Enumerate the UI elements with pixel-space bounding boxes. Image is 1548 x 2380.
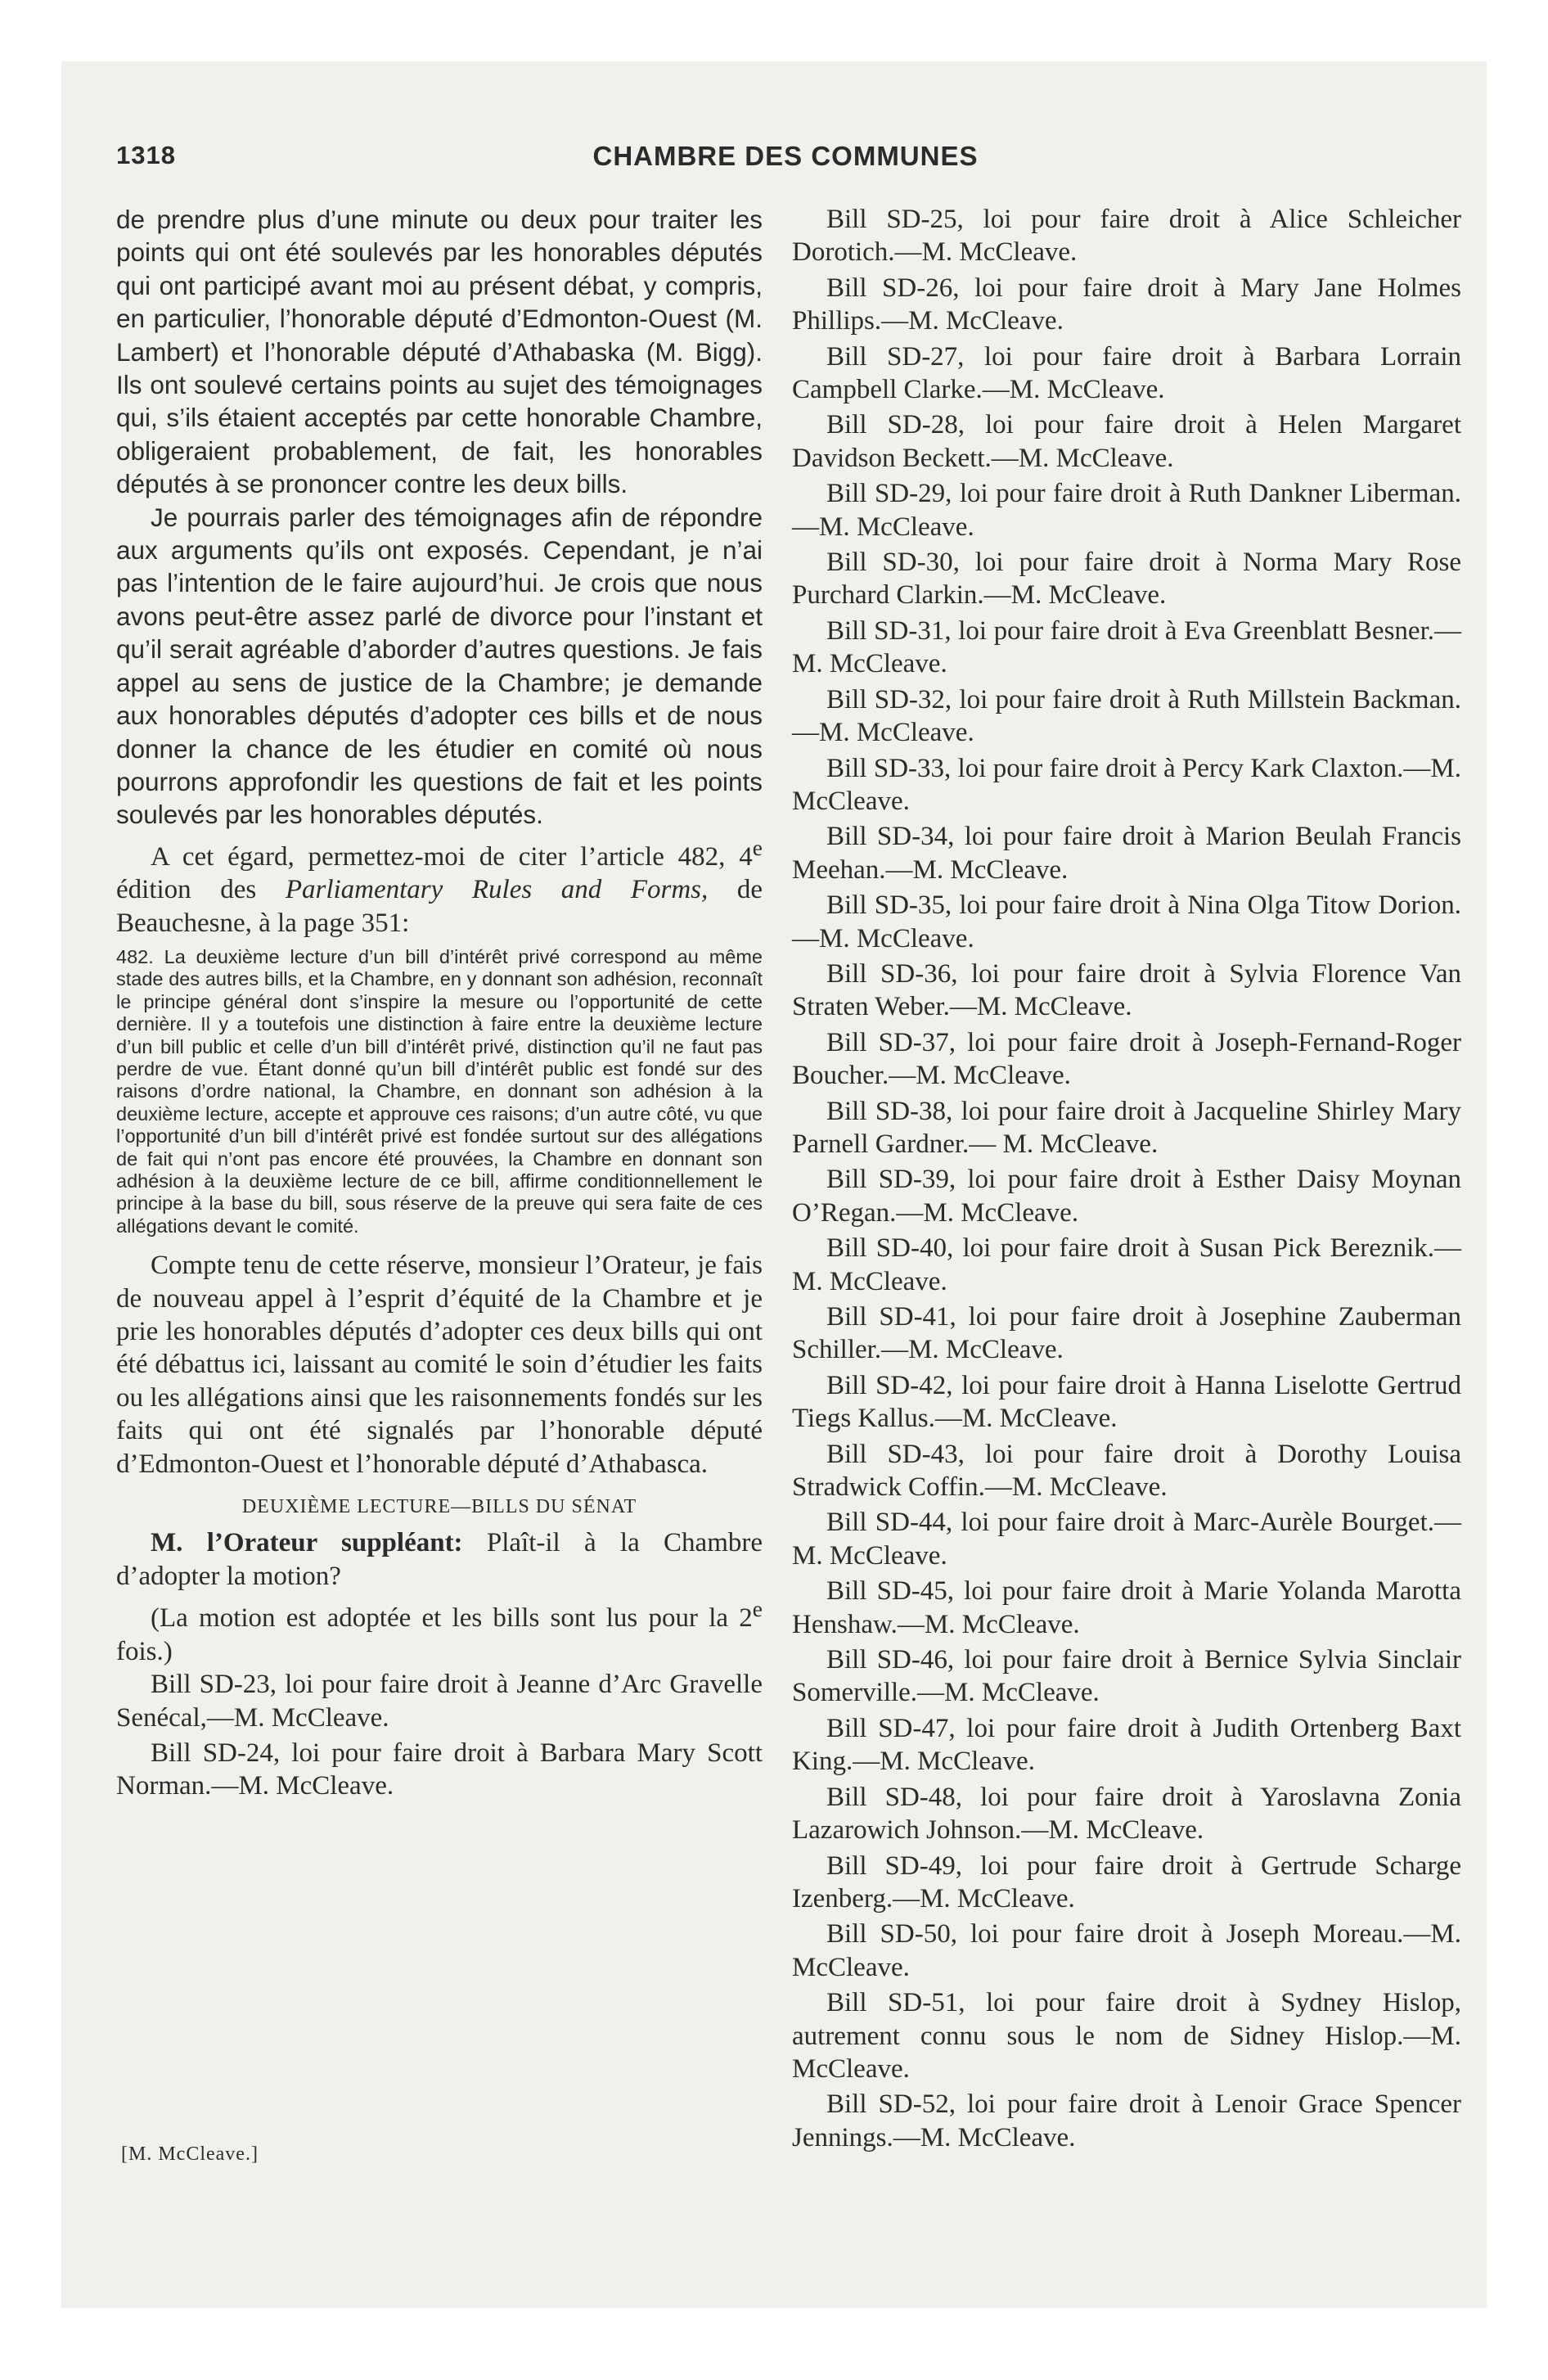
superscript: e: [752, 1596, 763, 1622]
text-run: A cet égard, permettez-moi de citer l’article 482, 4: [151, 841, 753, 872]
bill-entry: Bill SD-37, loi pour faire droit à Joseph-Fernand-Roger Boucher.—M. McCleave.: [792, 1027, 1461, 1091]
bill-entry: Bill SD-26, loi pour faire droit à Mary Jane Holmes Phillips.—M. McCleave.: [792, 273, 1461, 336]
bill-entry: Bill SD-45, loi pour faire droit à Marie Yolanda Marotta Henshaw.—M. McCleave.: [792, 1576, 1461, 1639]
bill-entry: Bill SD-40, loi pour faire droit à Susan Pick Bereznik.—M. McCleave.: [792, 1233, 1461, 1296]
text-run: Plaît-il à la Chambre d’adopter la motion?: [116, 1528, 763, 1591]
bill-entry: Bill SD-52, loi pour faire droit à Lenoir Grace Spencer Jennings.—M. McCleave.: [792, 2089, 1461, 2152]
text-run: (La motion est adoptée et les bills sont lus pour la 2: [151, 1603, 753, 1634]
bill-entry: Bill SD-28, loi pour faire droit à Helen Margaret Davidson Beckett.—M. McCleave.: [792, 410, 1461, 473]
citation-intro: [116, 832, 763, 940]
bill-entry: Bill SD-31, loi pour faire droit à Eva Greenblatt Besner.—M. McCleave.: [792, 615, 1461, 679]
motion-note: [116, 1593, 763, 1668]
bill-entry: Bill SD-34, loi pour faire droit à Marion Beulah Francis Meehan.—M. McCleave.: [792, 822, 1461, 885]
bill-entry: Bill SD-49, loi pour faire droit à Gertrude Scharge Izenberg.—M. McCleave.: [792, 1850, 1461, 1913]
text-run: édition des: [116, 875, 286, 905]
bill-entry: Bill SD-27, loi pour faire droit à Barbara Lorrain Campbell Clarke.—M. McCleave.: [792, 341, 1461, 405]
right-column: [792, 203, 1461, 2157]
bill-entry: Bill SD-24, loi pour faire droit à Barbara Mary Scott Norman.—M. McCleave.: [116, 1738, 763, 1801]
bill-entry: Bill SD-38, loi pour faire droit à Jacqueline Shirley Mary Parnell Gardner.— M. McCleave.: [792, 1096, 1461, 1159]
bill-entry: Bill SD-50, loi pour faire droit à Joseph Moreau.—M. McCleave.: [792, 1919, 1461, 1982]
bill-entry: Bill SD-25, loi pour faire droit à Alice Schleicher Dorotich.—M. McCleave.: [792, 205, 1461, 268]
bill-entry: Bill SD-32, loi pour faire droit à Ruth Millstein Backman.—M. McCleave.: [792, 684, 1461, 748]
text-run: de Beauchesne, à la page 351:: [116, 875, 763, 938]
bill-entry: Bill SD-39, loi pour faire droit à Esther Daisy Moynan O’Regan.—M. McCleave.: [792, 1165, 1461, 1228]
bill-entry: Bill SD-30, loi pour faire droit à Norma Mary Rose Purchard Clarkin.—M. McCleave.: [792, 548, 1461, 611]
bill-entry: Bill SD-43, loi pour faire droit à Dorothy Louisa Stradwick Coffin.—M. McCleave.: [792, 1439, 1461, 1503]
section-heading: DEUXIÈME LECTURE—BILLS DU SÉNAT: [241, 1496, 637, 1518]
bill-entry: Bill SD-23, loi pour faire droit à Jeanne d’Arc Gravelle Senécal,—M. McCleave.: [116, 1670, 763, 1733]
paragraph: de prendre plus d’une minute ou deux pour traiter les points qui ont été soulevés par les honorables députés qui ont participé avant moi au présent débat, y compris, en particulier, l’honorable député d’Edmonton-Ouest (M. Lambert) et l’honorable député d’Athabaska (M. Bigg). Ils ont soulevé certains points au sujet des témoignages qui, s’ils étaient acceptés par cette honorable Chambre, obligeraient probablement, de fait, les honorables députés à se prononcer contre les deux bills.: [116, 205, 763, 499]
speaker-name: M. l’Orateur suppléant:: [151, 1528, 463, 1558]
bill-entry: Bill SD-42, loi pour faire droit à Hanna Liselotte Gertrud Tiegs Kallus.—M. McCleave.: [792, 1370, 1461, 1434]
speaker-footnote: [M. McCleave.]: [121, 2143, 259, 2165]
bill-entry: Bill SD-51, loi pour faire droit à Sydney Hislop, autrement connu sous le nom de Sidney Hislop.—M. McCleave.: [792, 1988, 1461, 2084]
page-number: 1318: [116, 141, 176, 169]
block-quote: 482. La deuxième lecture d’un bill d’intérêt privé correspond au même stade des autres bills, et la Chambre, en y donnant son adhésion, reconnaît le principe général dont s’inspire la mesure ou l’opportunité de cette dernière. Il y a toutefois une distinction à faire entre la deuxième lecture d’un bill public et celle d’un bill d’intérêt privé, distinction qu’il ne faut pas perdre de vue. Étant donné qu’un bill d’intérêt public est fondé sur des raisons d’ordre national, la Chambre, en donnant son adhésion à la deuxième lecture, accepte et approuve ces raisons; d’un autre côté, vu que l’opportunité d’un bill d’intérêt privé est fondée surtout sur des allégations de fait qui n’ont pas encore été prouvées, la Chambre en donnant son adhésion à la deuxième lecture de ce bill, affirme conditionnellement le principe à la base du bill, sous réserve de la preuve qui sera faite de ces allégations devant le comité.: [116, 945, 763, 1237]
running-head: CHAMBRE DES COMMUNES: [592, 141, 979, 171]
bill-entry: Bill SD-48, loi pour faire droit à Yaroslavna Zonia Lazarowich Johnson.—M. McCleave.: [792, 1782, 1461, 1846]
page-header: [116, 141, 1455, 182]
bill-entry: Bill SD-36, loi pour faire droit à Sylvia Florence Van Straten Weber.—M. McCleave.: [792, 958, 1461, 1022]
superscript: e: [752, 834, 763, 860]
bill-entry: Bill SD-35, loi pour faire droit à Nina Olga Titow Dorion.—M. McCleave.: [792, 890, 1461, 953]
left-column: [116, 203, 763, 1805]
bill-entry: Bill SD-47, loi pour faire droit à Judith Ortenberg Baxt King.—M. McCleave.: [792, 1713, 1461, 1777]
bill-entry: Bill SD-29, loi pour faire droit à Ruth Dankner Liberman.—M. McCleave.: [792, 479, 1461, 542]
speaker-paragraph: [116, 1526, 763, 1593]
paragraph: Compte tenu de cette réserve, monsieur l’Orateur, je fais de nouveau appel à l’esprit d’équité de la Chambre et je prie les honorables députés d’adopter ces deux bills qui ont été débattus ici, laissant au comité le soin d’étudier les faits ou les allégations ainsi que les raisonnements fondés sur les faits qui ont été signalés par l’honorable député d’Edmonton-Ouest et l’honorable député d’Athabasca.: [116, 1251, 763, 1479]
text-run: fois.): [116, 1636, 173, 1666]
bill-entry: Bill SD-46, loi pour faire droit à Bernice Sylvia Sinclair Somerville.—M. McCleave.: [792, 1645, 1461, 1708]
paragraph: Je pourrais parler des témoignages afin de répondre aux arguments qu’ils ont exposés. Cependant, je n’ai pas l’intention de le faire aujourd’hui. Je crois que nous avons peut-être assez parlé de divorce pour l’instant et qu’il serait agréable d’aborder d’autres questions. Je fais appel au sens de justice de la Chambre; je demande aux honorables députés d’adopter ces bills et de nous donner la chance de les étudier en comité où nous pourrons approfondir les questions de fait et les points soulevés par les honorables députés.: [116, 502, 763, 830]
book-title: Parliamentary Rules and Forms,: [285, 875, 709, 905]
bill-entry: Bill SD-44, loi pour faire droit à Marc-Aurèle Bourget.—M. McCleave.: [792, 1508, 1461, 1571]
bill-entry: Bill SD-41, loi pour faire droit à Josephine Zauberman Schiller.—M. McCleave.: [792, 1302, 1461, 1365]
bill-entry: Bill SD-33, loi pour faire droit à Percy Kark Claxton.—M. McCleave.: [792, 753, 1461, 816]
